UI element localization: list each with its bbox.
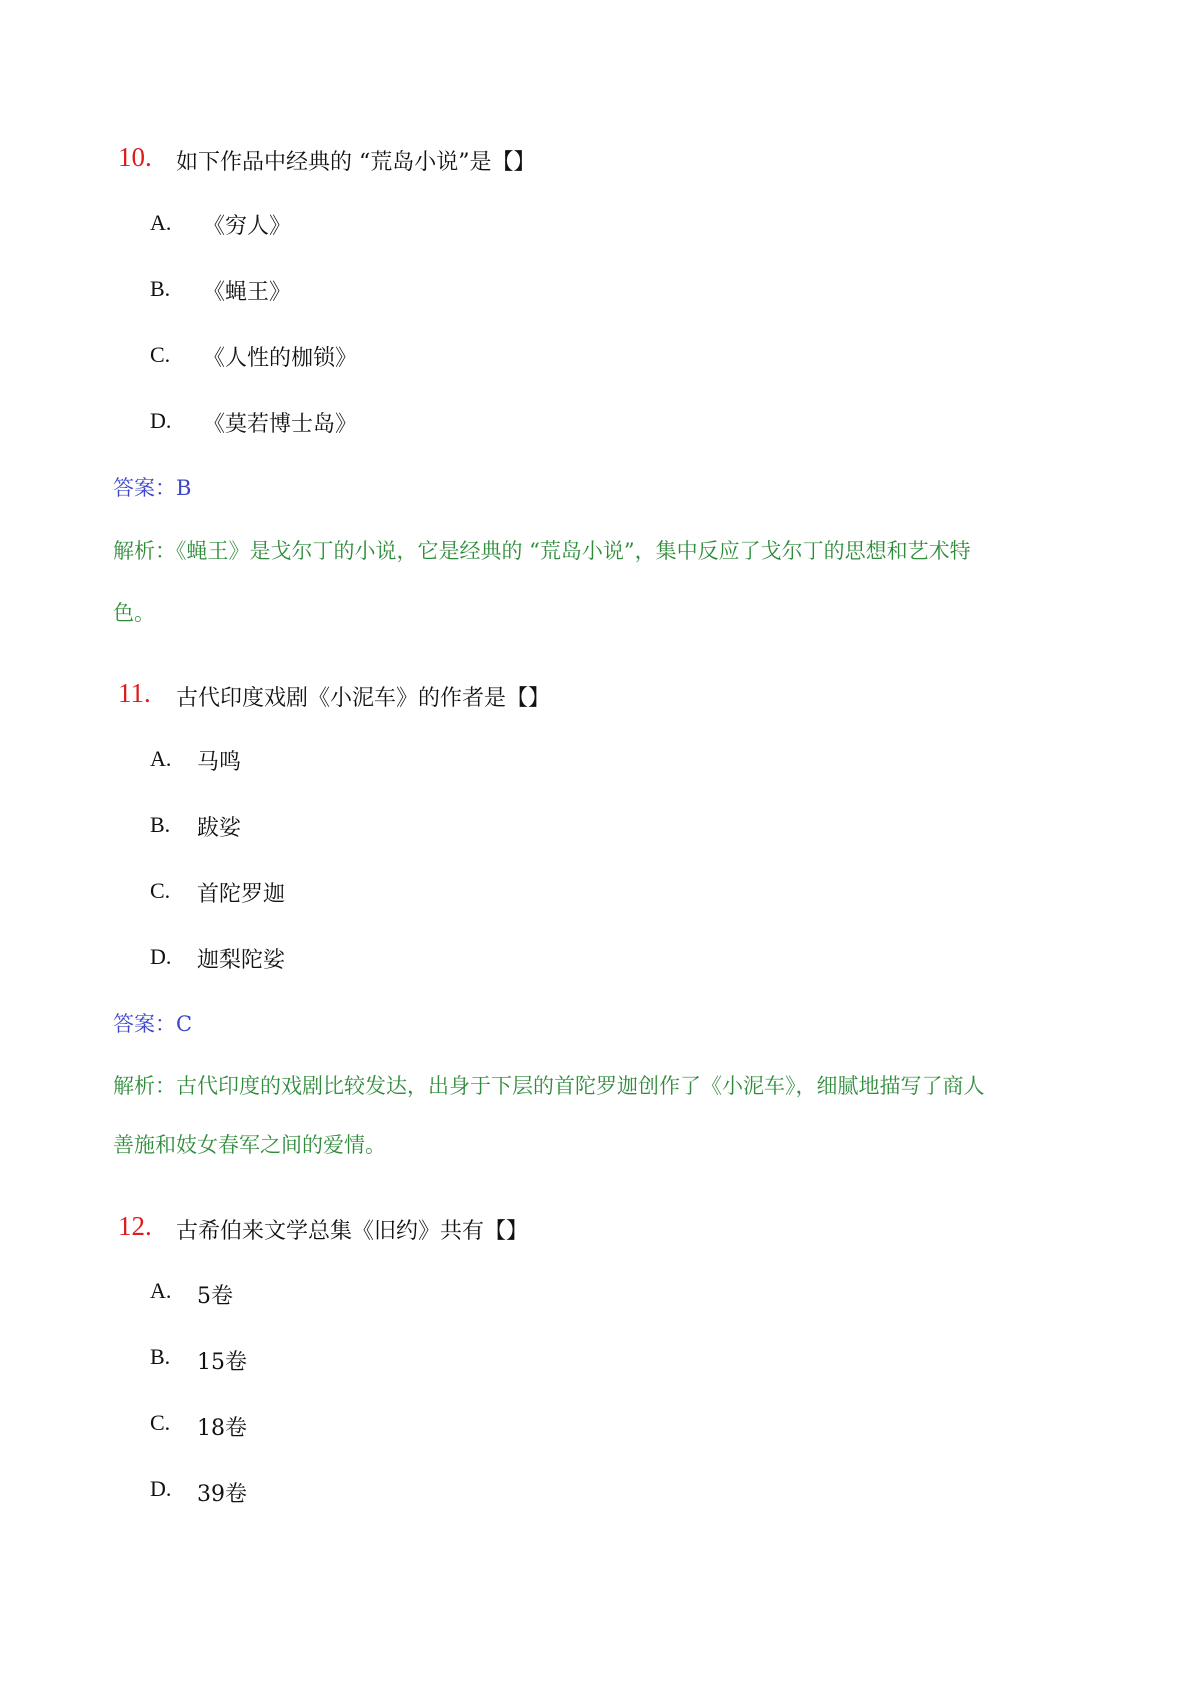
option-label: D.: [150, 944, 172, 969]
answer-line: 答案：B: [113, 476, 192, 500]
option-text: 15卷: [197, 1350, 247, 1375]
explanation-line: 解析：《蝇王》是戈尔丁的小说，它是经典的 “荒岛小说”，集中反应了戈尔丁的思想和艺术特: [113, 539, 971, 563]
explanation-line: 善施和妓女春军之间的爱情。: [113, 1133, 386, 1157]
question-text: 如下作品中经典的 “荒岛小说”是【】: [176, 150, 536, 175]
option-text: 《莫若博士岛》: [203, 412, 358, 437]
option-text: 《人性的枷锁》: [203, 346, 358, 371]
option-label: B.: [150, 276, 171, 301]
option-label: B.: [150, 812, 171, 837]
option-text: 跋娑: [197, 816, 242, 841]
option-label: C.: [150, 342, 171, 367]
option-label: C.: [150, 1410, 171, 1435]
option-label: B.: [150, 1344, 171, 1369]
option-label: A.: [150, 746, 172, 771]
question-number: 11.: [118, 678, 151, 708]
question-number: 12.: [118, 1211, 152, 1241]
option-text: 迦梨陀娑: [197, 948, 286, 973]
explanation-line: 色。: [113, 601, 155, 625]
option-label: D.: [150, 408, 172, 433]
question-text: 古希伯来文学总集《旧约》共有【】: [176, 1219, 529, 1244]
option-text: 《穷人》: [203, 214, 292, 239]
explanation-line: 解析：古代印度的戏剧比较发达，出身于下层的首陀罗迦创作了《小泥车》，细腻地描写了商人: [113, 1074, 985, 1098]
option-text: 18卷: [197, 1416, 247, 1441]
option-label: C.: [150, 878, 171, 903]
option-text: 首陀罗迦: [197, 882, 286, 907]
option-text: 5卷: [197, 1284, 233, 1309]
option-label: A.: [150, 1278, 172, 1303]
option-text: 《蝇王》: [203, 280, 292, 305]
question-number: 10.: [118, 142, 152, 172]
answer-line: 答案：C: [113, 1012, 193, 1036]
option-label: D.: [150, 1476, 172, 1501]
question-text: 古代印度戏剧《小泥车》的作者是【】: [176, 686, 551, 711]
option-label: A.: [150, 210, 172, 235]
option-text: 马鸣: [197, 750, 242, 775]
option-text: 39卷: [197, 1482, 247, 1507]
